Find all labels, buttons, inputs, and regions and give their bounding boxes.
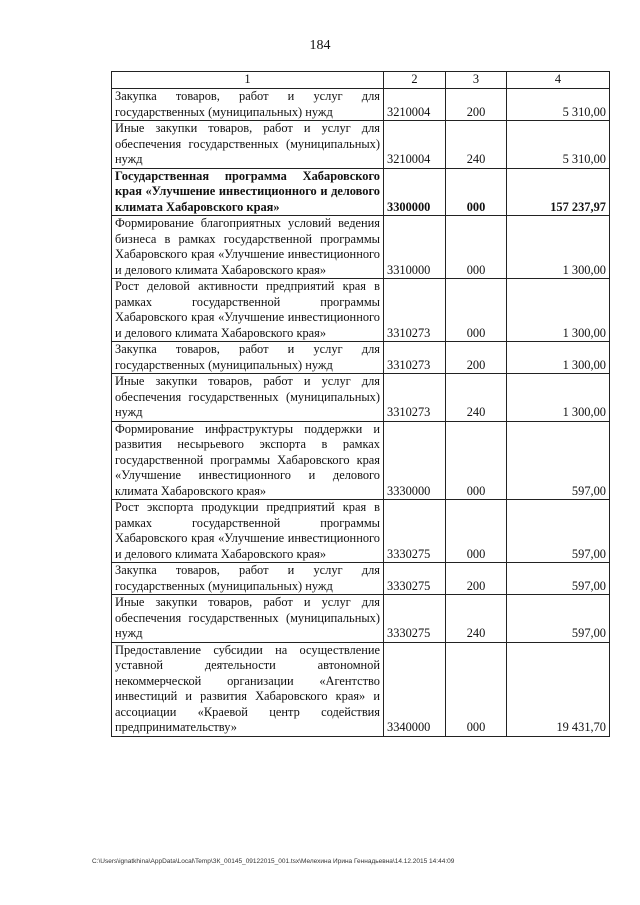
file-path-footer: C:\Users\ignatkhina\AppData\Local\Temp\ЗК_00145_09122015_001.tsx\Мелехина Ирина Геннадьевна\14.12.2015 14:44:09 — [92, 858, 455, 865]
row-amount-cell: 597,00 — [507, 421, 610, 500]
row-type-cell: 000 — [446, 500, 507, 563]
row-amount-cell: 5 310,00 — [507, 89, 610, 121]
row-amount-cell: 5 310,00 — [507, 121, 610, 169]
row-name-cell: Предоставление субсидии на осуществление уставной деятельности автономной некоммерческой организации «Агентство инвестиций и развития Хабаровского края» и ассоциации «Краевой центр содействия предпринимательству» — [112, 642, 384, 736]
row-type-cell: 000 — [446, 421, 507, 500]
row-amount-cell: 597,00 — [507, 563, 610, 595]
table-row — [112, 216, 610, 279]
row-code-cell: 3210004 — [384, 89, 446, 121]
row-code-cell: 3330275 — [384, 595, 446, 643]
row-code-cell: 3330000 — [384, 421, 446, 500]
table-row — [112, 374, 610, 422]
row-name-cell: Закупка товаров, работ и услуг для государственных (муниципальных) нужд — [112, 89, 384, 121]
row-name-cell: Рост экспорта продукции предприятий края в рамках государственной программы Хабаровского края «Улучшение инвестиционного и делового климата Хабаровского края» — [112, 500, 384, 563]
header-col-4: 4 — [507, 72, 610, 89]
row-name-cell: Рост деловой активности предприятий края в рамках государственной программы Хабаровского края «Улучшение инвестиционного и делового климата Хабаровского края» — [112, 279, 384, 342]
table-row — [112, 279, 610, 342]
table-row — [112, 421, 610, 500]
row-code-cell: 3330275 — [384, 563, 446, 595]
row-amount-cell: 19 431,70 — [507, 642, 610, 736]
table-row — [112, 89, 610, 121]
row-amount-cell: 1 300,00 — [507, 374, 610, 422]
header-col-2: 2 — [384, 72, 446, 89]
budget-table — [111, 71, 610, 737]
row-type-cell: 240 — [446, 374, 507, 422]
row-type-cell: 240 — [446, 595, 507, 643]
row-code-cell: 3310273 — [384, 279, 446, 342]
row-name-cell: Закупка товаров, работ и услуг для государственных (муниципальных) нужд — [112, 563, 384, 595]
row-type-cell: 000 — [446, 216, 507, 279]
row-code-cell: 3210004 — [384, 121, 446, 169]
row-name-cell: Государственная программа Хабаровского края «Улучшение инвестиционного и делового климата Хабаровского края» — [112, 168, 384, 216]
table-row — [112, 642, 610, 736]
row-name-cell: Иные закупки товаров, работ и услуг для обеспечения государственных (муниципальных) нужд — [112, 374, 384, 422]
row-type-cell: 200 — [446, 563, 507, 595]
row-type-cell: 000 — [446, 168, 507, 216]
row-code-cell: 3310000 — [384, 216, 446, 279]
row-type-cell: 240 — [446, 121, 507, 169]
row-amount-cell: 597,00 — [507, 500, 610, 563]
row-name-cell: Закупка товаров, работ и услуг для государственных (муниципальных) нужд — [112, 342, 384, 374]
row-name-cell: Формирование инфраструктуры поддержки и развития несырьевого экспорта в рамках государственной программы Хабаровского края «Улучшение инвестиционного и делового климата Хабаровского края» — [112, 421, 384, 500]
table-row — [112, 500, 610, 563]
row-amount-cell: 1 300,00 — [507, 279, 610, 342]
header-col-3: 3 — [446, 72, 507, 89]
table-row — [112, 595, 610, 643]
row-code-cell: 3310273 — [384, 342, 446, 374]
table-header-row — [112, 72, 610, 89]
page-number: 184 — [309, 38, 331, 53]
row-type-cell: 000 — [446, 279, 507, 342]
table-row — [112, 168, 610, 216]
row-name-cell: Иные закупки товаров, работ и услуг для обеспечения государственных (муниципальных) нужд — [112, 595, 384, 643]
row-name-cell: Иные закупки товаров, работ и услуг для обеспечения государственных (муниципальных) нужд — [112, 121, 384, 169]
row-type-cell: 200 — [446, 342, 507, 374]
row-amount-cell: 1 300,00 — [507, 216, 610, 279]
row-amount-cell: 597,00 — [507, 595, 610, 643]
header-col-1: 1 — [112, 72, 384, 89]
table-row — [112, 342, 610, 374]
row-amount-cell: 157 237,97 — [507, 168, 610, 216]
row-amount-cell: 1 300,00 — [507, 342, 610, 374]
table-row — [112, 121, 610, 169]
row-type-cell: 000 — [446, 642, 507, 736]
table-row — [112, 563, 610, 595]
row-type-cell: 200 — [446, 89, 507, 121]
row-name-cell: Формирование благоприятных условий ведения бизнеса в рамках государственной программы Хабаровского края «Улучшение инвестиционного и делового климата Хабаровского края» — [112, 216, 384, 279]
row-code-cell: 3310273 — [384, 374, 446, 422]
row-code-cell: 3300000 — [384, 168, 446, 216]
row-code-cell: 3340000 — [384, 642, 446, 736]
row-code-cell: 3330275 — [384, 500, 446, 563]
